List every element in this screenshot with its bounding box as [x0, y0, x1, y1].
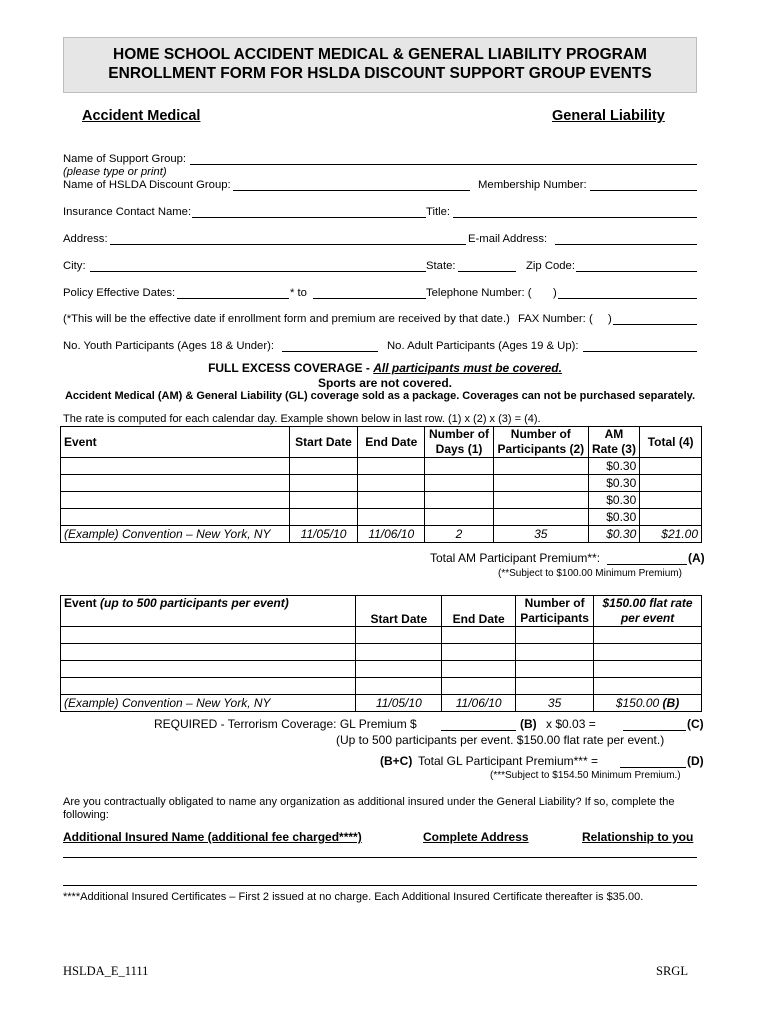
additional-insured-question: Are you contractually obligated to name any organization as additional insured under the General Liability? If so, complete the — [63, 796, 675, 808]
youth-field[interactable] — [282, 351, 378, 352]
table-row[interactable] — [61, 475, 702, 492]
gl-example-rate — [594, 695, 702, 712]
event-cell[interactable] — [61, 458, 290, 475]
gl-total-field[interactable] — [620, 767, 686, 768]
adult-label: No. Adult Participants (Ages 19 & Up): — [387, 340, 579, 352]
gl-example-rate-value: $150.00 — [615, 696, 663, 710]
address-field[interactable] — [110, 244, 466, 245]
participants-cell[interactable] — [516, 678, 594, 695]
gl-example-row — [61, 695, 702, 712]
gl-col-event-note: (up to 500 participants per event) — [100, 596, 289, 610]
gl-table-header — [61, 596, 702, 627]
participants-cell[interactable] — [493, 458, 588, 475]
end-cell[interactable] — [442, 644, 516, 661]
table-row[interactable] — [61, 492, 702, 509]
zip-label: Zip Code: — [526, 260, 575, 272]
youth-label: No. Youth Participants (Ages 18 & Under): — [63, 340, 274, 352]
event-cell[interactable] — [61, 661, 356, 678]
additional-col-address: Complete Address — [423, 830, 529, 844]
start-cell[interactable] — [356, 661, 442, 678]
participants-cell[interactable] — [493, 475, 588, 492]
days-cell[interactable] — [425, 458, 494, 475]
city-field[interactable] — [90, 271, 426, 272]
am-total-label: Total AM Participant Premium**: — [430, 551, 601, 565]
policy-start-field[interactable] — [177, 298, 289, 299]
am-col-days-l2: Days (1) — [435, 442, 483, 456]
am-col-days-l1: Number of — [429, 427, 490, 441]
telephone-paren: ) — [553, 287, 557, 299]
gl-example-end: 11/06/10 — [442, 695, 516, 712]
rate-cell: $0.30 — [588, 475, 640, 492]
additional-col-relationship: Relationship to you — [582, 830, 694, 844]
end-cell[interactable] — [358, 458, 425, 475]
table-row[interactable] — [61, 678, 702, 695]
form-tag: SRGL — [656, 964, 688, 978]
gl-example-participants: 35 — [516, 695, 594, 712]
am-total-field[interactable] — [607, 564, 687, 565]
table-row[interactable] — [61, 661, 702, 678]
telephone-field[interactable] — [558, 298, 697, 299]
gl-col-rate — [594, 596, 702, 627]
am-col-participants — [493, 427, 588, 458]
start-cell[interactable] — [356, 627, 442, 644]
gl-min-note: (***Subject to $154.50 Minimum Premium.) — [490, 770, 681, 781]
gl-col-end: End Date — [442, 596, 516, 627]
contact-label: Insurance Contact Name: — [63, 206, 192, 218]
support-group-field[interactable] — [190, 164, 697, 165]
days-cell[interactable] — [425, 509, 494, 526]
coverage-prefix: FULL EXCESS COVERAGE - — [208, 361, 374, 375]
end-cell[interactable] — [442, 627, 516, 644]
rate-cell[interactable] — [594, 644, 702, 661]
example-participants: 35 — [493, 526, 588, 543]
rate-cell[interactable] — [594, 678, 702, 695]
example-event: (Example) Convention – New York, NY — [61, 526, 290, 543]
am-col-rate-l2: Rate (3) — [591, 442, 636, 456]
gl-col-part-l1: Number of — [524, 596, 585, 610]
section-general-liability: General Liability — [552, 108, 665, 124]
additional-insured-line-2[interactable] — [63, 885, 697, 886]
membership-label: Membership Number: — [478, 179, 587, 191]
coverage-emphasis: All participants must be covered. — [373, 361, 562, 375]
package-note: Accident Medical (AM) & General Liability (GL) coverage sold as a package. Coverages can not be purchased separately. — [64, 390, 696, 402]
start-cell[interactable] — [356, 644, 442, 661]
event-cell[interactable] — [61, 678, 356, 695]
event-cell[interactable] — [61, 475, 290, 492]
gl-col-start: Start Date — [356, 596, 442, 627]
event-cell[interactable] — [61, 627, 356, 644]
additional-insured-question-2: following: — [63, 809, 109, 821]
state-label: State: — [426, 260, 456, 272]
example-rate: $0.30 — [588, 526, 640, 543]
terrorism-label: REQUIRED - Terrorism Coverage: GL Premium $ — [154, 717, 417, 731]
total-cell[interactable] — [640, 492, 702, 509]
state-field[interactable] — [458, 271, 516, 272]
example-end: 11/06/10 — [358, 526, 425, 543]
am-col-part-l1: Number of — [510, 427, 571, 441]
am-table — [60, 426, 702, 543]
start-cell[interactable] — [289, 492, 358, 509]
am-total-marker: (A) — [688, 551, 705, 565]
gl-example-rate-marker: (B) — [662, 696, 680, 710]
email-field[interactable] — [555, 244, 697, 245]
telephone-label: Telephone Number: ( — [426, 287, 532, 299]
table-row[interactable] — [61, 509, 702, 526]
contact-field[interactable] — [192, 217, 426, 218]
adult-field[interactable] — [583, 351, 697, 352]
membership-field[interactable] — [590, 190, 697, 191]
event-cell[interactable] — [61, 644, 356, 661]
days-cell[interactable] — [425, 492, 494, 509]
gl-example-event: (Example) Convention – New York, NY — [61, 695, 356, 712]
days-cell[interactable] — [425, 475, 494, 492]
end-cell[interactable] — [442, 661, 516, 678]
table-row[interactable] — [61, 627, 702, 644]
title-label: Title: — [426, 206, 451, 218]
form-header — [63, 37, 697, 93]
participants-cell[interactable] — [493, 492, 588, 509]
header-title-line1: HOME SCHOOL ACCIDENT MEDICAL & GENERAL LIABILITY PROGRAM — [113, 46, 647, 63]
terrorism-b-marker: (B) — [520, 717, 537, 731]
end-cell[interactable] — [358, 492, 425, 509]
event-cell[interactable] — [61, 509, 290, 526]
terrorism-c-field[interactable] — [623, 730, 686, 731]
policy-dates-label: Policy Effective Dates: — [63, 287, 176, 299]
gl-total-label: Total GL Participant Premium*** = — [418, 754, 598, 768]
terrorism-note: (Up to 500 participants per event. $150.00 flat rate per event.) — [336, 733, 665, 747]
terrorism-c-marker: (C) — [687, 717, 704, 731]
gl-total-bc: (B+C) — [380, 754, 413, 768]
table-row[interactable] — [61, 458, 702, 475]
start-cell[interactable] — [356, 678, 442, 695]
terrorism-gl-field[interactable] — [441, 730, 516, 731]
gl-col-part-l2: Participants — [520, 611, 589, 625]
am-col-rate-l1: AM — [604, 427, 624, 441]
please-type-note: (please type or print) — [63, 166, 167, 178]
total-cell[interactable] — [640, 475, 702, 492]
am-col-rate — [588, 427, 640, 458]
am-example-row — [61, 526, 702, 543]
email-label: E-mail Address: — [468, 233, 548, 245]
am-col-start: Start Date — [289, 427, 358, 458]
discount-group-field[interactable] — [233, 190, 470, 191]
rate-cell[interactable] — [594, 661, 702, 678]
gl-total-d-marker: (D) — [687, 754, 704, 768]
start-cell[interactable] — [289, 509, 358, 526]
policy-end-field[interactable] — [313, 298, 426, 299]
fax-label: FAX Number: ( — [518, 313, 593, 325]
section-accident-medical: Accident Medical — [82, 108, 201, 124]
header-title-line2: ENROLLMENT FORM FOR HSLDA DISCOUNT SUPPORT GROUP EVENTS — [108, 65, 652, 82]
fax-paren: ) — [608, 313, 612, 325]
support-group-label: Name of Support Group: — [63, 153, 187, 165]
gl-example-start: 11/05/10 — [356, 695, 442, 712]
gl-col-participants — [516, 596, 594, 627]
am-min-note: (**Subject to $100.00 Minimum Premium) — [498, 568, 682, 579]
participants-cell[interactable] — [516, 661, 594, 678]
am-col-part-l2: Participants (2) — [497, 442, 585, 456]
fax-field[interactable] — [613, 324, 697, 325]
rate-cell: $0.30 — [588, 509, 640, 526]
participants-cell[interactable] — [493, 509, 588, 526]
participants-cell[interactable] — [516, 644, 594, 661]
gl-col-event — [61, 596, 356, 627]
end-cell[interactable] — [442, 678, 516, 695]
am-col-total: Total (4) — [640, 427, 702, 458]
am-table-header — [61, 427, 702, 458]
sports-not-covered: Sports are not covered. — [317, 376, 453, 390]
am-col-days — [425, 427, 494, 458]
event-cell[interactable] — [61, 492, 290, 509]
address-label: Address: — [63, 233, 108, 245]
total-cell[interactable] — [640, 509, 702, 526]
rate-cell: $0.30 — [588, 458, 640, 475]
full-excess-coverage — [0, 361, 770, 375]
certificates-note: ****Additional Insured Certificates – First 2 issued at no charge. Each Additional Insured Certificate thereafter is $35.00. — [63, 891, 644, 903]
table-row[interactable] — [61, 644, 702, 661]
gl-col-rate-l1: $150.00 flat rate — [602, 596, 693, 610]
zip-field[interactable] — [576, 271, 697, 272]
total-cell[interactable] — [640, 458, 702, 475]
title-field[interactable] — [453, 217, 697, 218]
end-cell[interactable] — [358, 509, 425, 526]
effective-date-note: (*This will be the effective date if enrollment form and premium are received by that date.) — [63, 313, 510, 325]
discount-group-label: Name of HSLDA Discount Group: — [63, 179, 231, 191]
rate-cell: $0.30 — [588, 492, 640, 509]
rate-note: The rate is computed for each calendar day. Example shown below in last row. (1) x (2) x (3) = (4). — [63, 413, 541, 425]
gl-col-rate-l2: per event — [620, 611, 675, 625]
start-cell[interactable] — [289, 458, 358, 475]
am-col-event: Event — [61, 427, 290, 458]
example-start: 11/05/10 — [289, 526, 358, 543]
policy-to-label: * to — [290, 287, 307, 299]
additional-col-name: Additional Insured Name (additional fee charged****) — [63, 830, 362, 844]
participants-cell[interactable] — [516, 627, 594, 644]
gl-table — [60, 595, 702, 712]
form-code: HSLDA_E_1111 — [63, 964, 149, 978]
example-days: 2 — [425, 526, 494, 543]
gl-col-event-label: Event — [64, 596, 101, 610]
end-cell[interactable] — [358, 475, 425, 492]
example-total: $21.00 — [640, 526, 702, 543]
terrorism-rate: x $0.03 = — [546, 717, 596, 731]
city-label: City: — [63, 260, 86, 272]
rate-cell[interactable] — [594, 627, 702, 644]
start-cell[interactable] — [289, 475, 358, 492]
am-col-end: End Date — [358, 427, 425, 458]
additional-insured-line-1[interactable] — [63, 857, 697, 858]
